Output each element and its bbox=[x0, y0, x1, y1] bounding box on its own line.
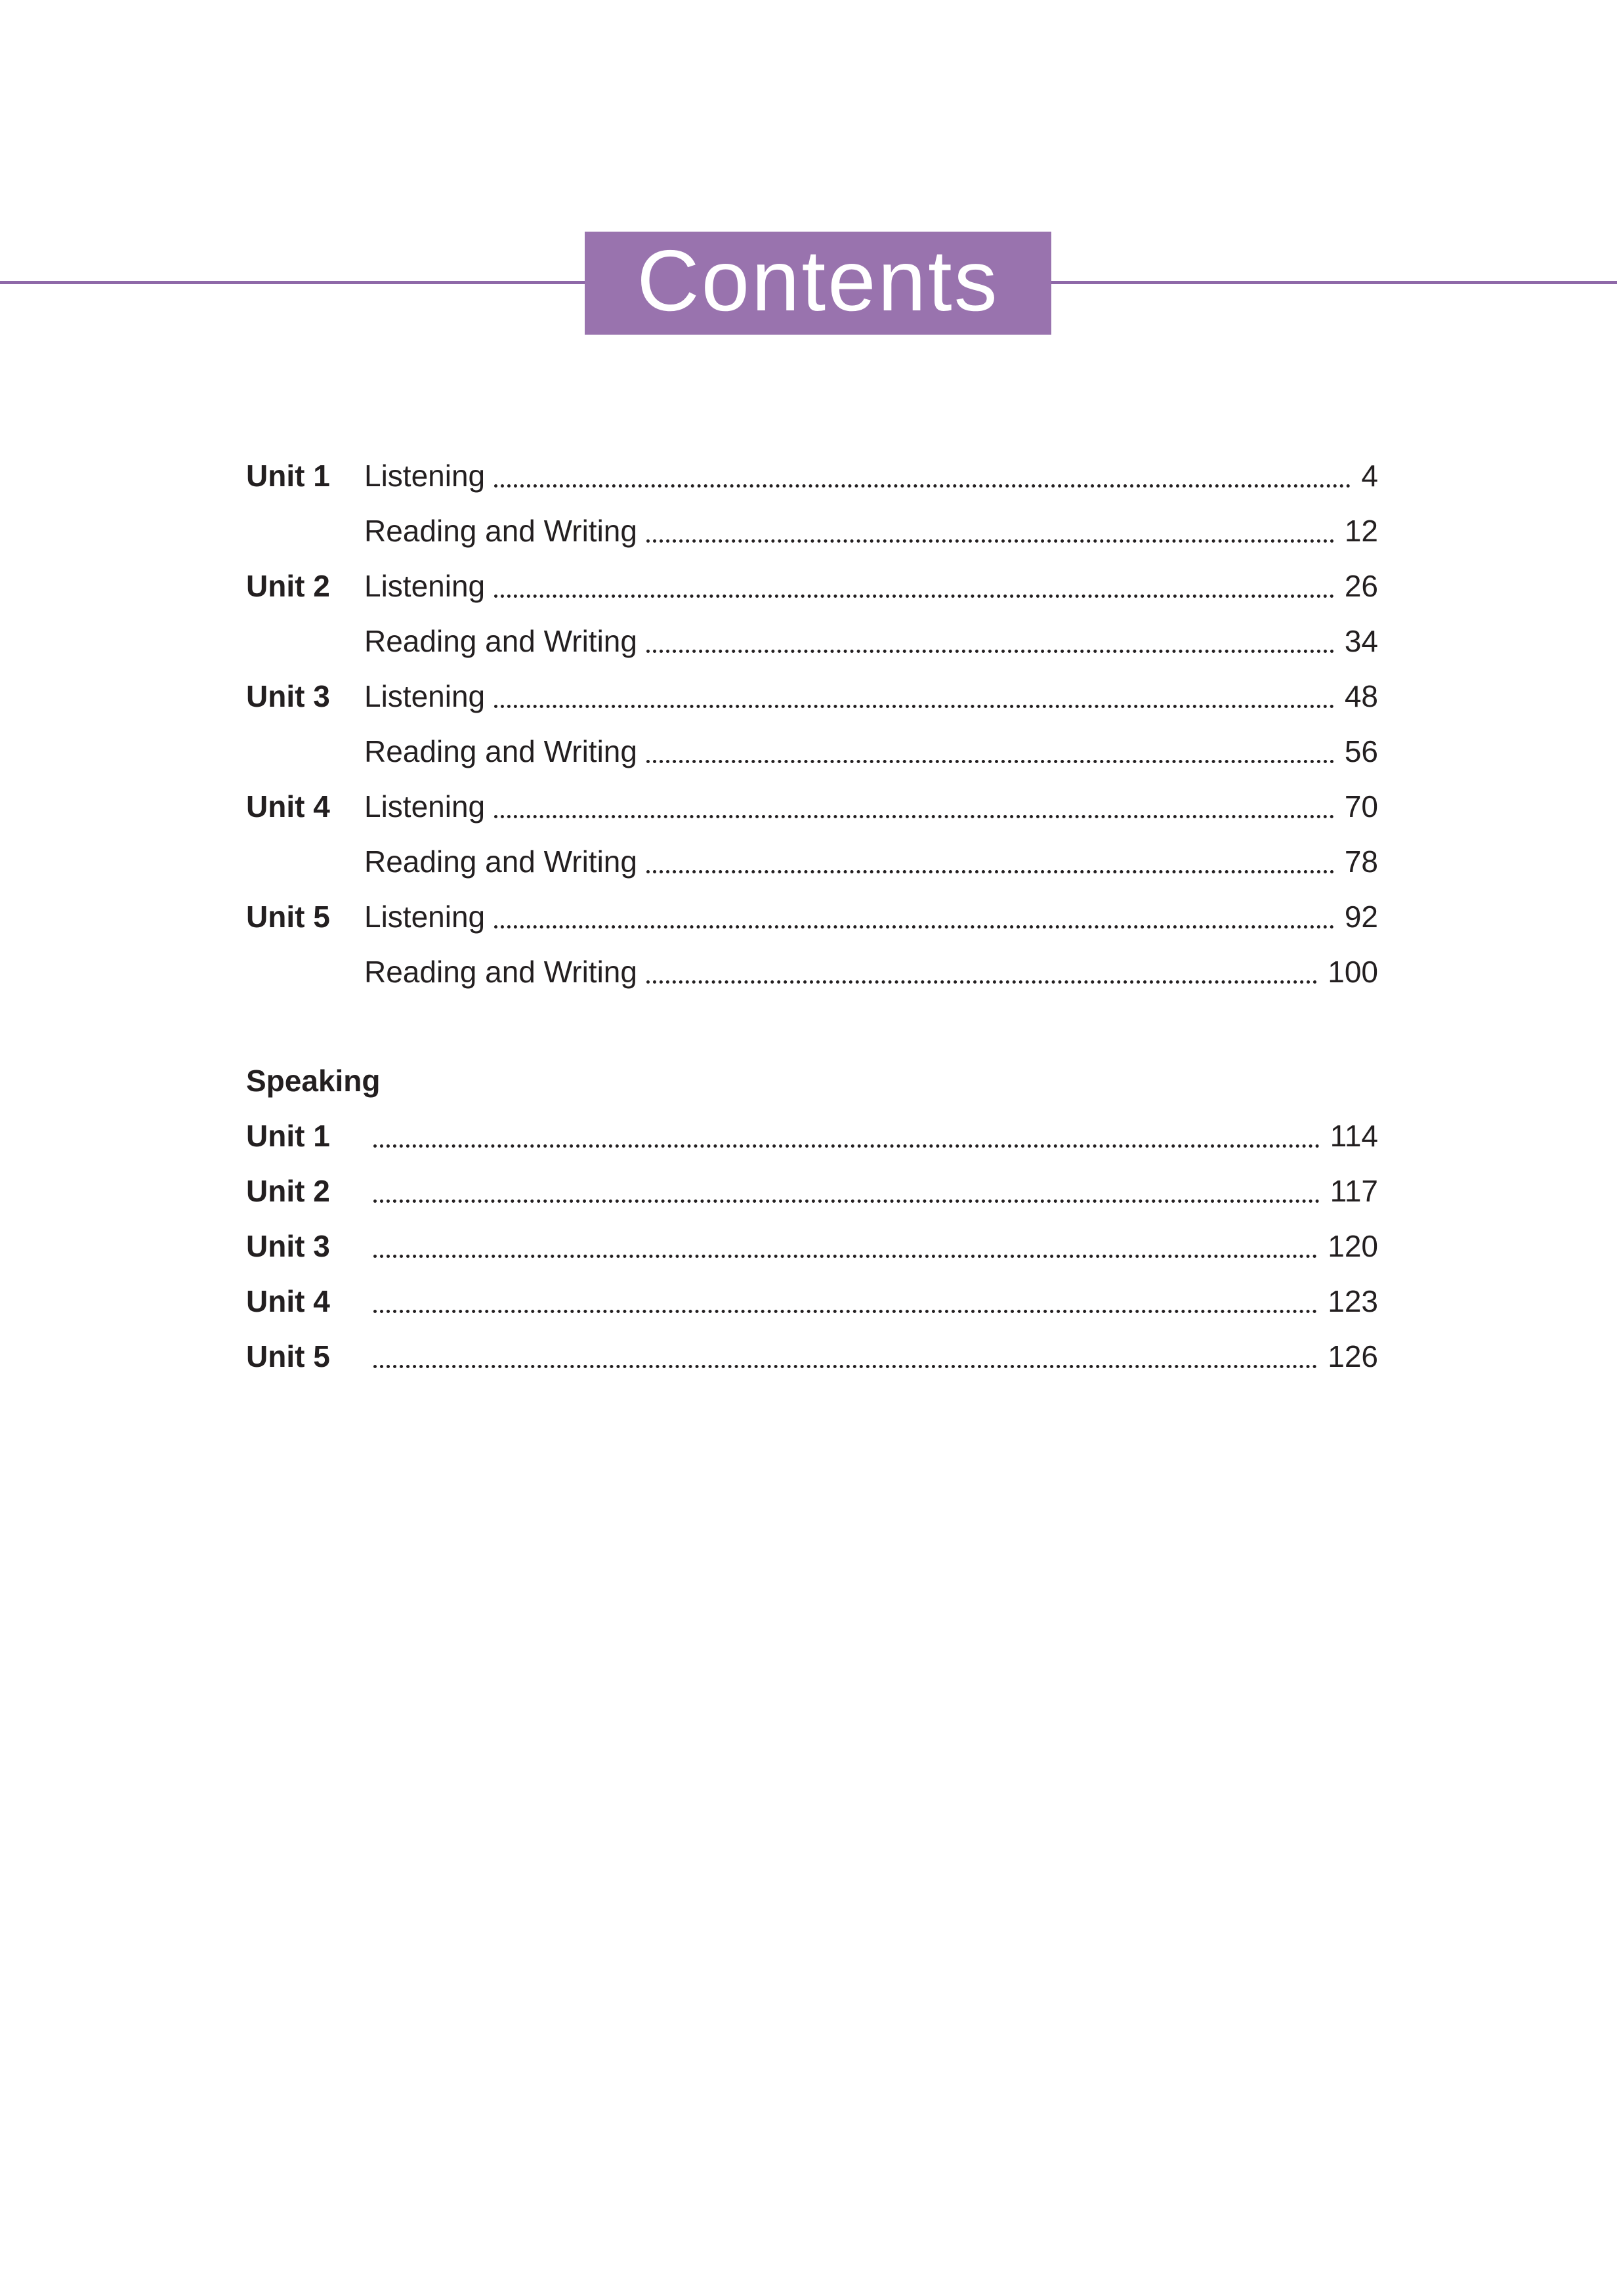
page-number: 48 bbox=[1344, 679, 1378, 713]
section-label: Reading and Writing bbox=[364, 734, 637, 768]
section-label: Reading and Writing bbox=[364, 514, 637, 548]
unit-label: Unit 1 bbox=[246, 459, 330, 493]
dot-leader bbox=[646, 539, 1334, 543]
unit-label: Unit 3 bbox=[246, 1229, 330, 1263]
dot-leader bbox=[646, 650, 1334, 653]
page-number: 56 bbox=[1344, 734, 1378, 768]
unit-label: Unit 3 bbox=[246, 679, 330, 713]
dot-leader bbox=[494, 595, 1334, 598]
page-number: 26 bbox=[1344, 569, 1378, 603]
dot-leader bbox=[373, 1365, 1317, 1368]
dot-leader bbox=[373, 1144, 1320, 1148]
toc-row bbox=[246, 724, 1378, 779]
page-number: 114 bbox=[1330, 1119, 1378, 1153]
toc-row bbox=[246, 1274, 1378, 1329]
dot-leader bbox=[646, 980, 1317, 984]
page-number: 100 bbox=[1328, 955, 1378, 989]
dot-leader bbox=[646, 760, 1334, 763]
dot-leader bbox=[494, 815, 1334, 818]
toc-row bbox=[246, 1108, 1378, 1163]
section-label: Listening bbox=[364, 679, 486, 713]
speaking-heading: Speaking bbox=[246, 1064, 381, 1098]
toc-row bbox=[246, 1163, 1378, 1219]
units-section bbox=[246, 448, 1378, 999]
toc-row bbox=[246, 1329, 1378, 1384]
toc-row bbox=[246, 889, 1378, 944]
toc-row bbox=[246, 779, 1378, 834]
page-number: 4 bbox=[1361, 459, 1378, 493]
section-label: Listening bbox=[364, 459, 486, 493]
toc-row bbox=[246, 614, 1378, 669]
unit-label: Unit 5 bbox=[246, 900, 330, 934]
toc-row bbox=[246, 834, 1378, 889]
page-number: 70 bbox=[1344, 789, 1378, 824]
page-number: 78 bbox=[1344, 845, 1378, 879]
toc-row bbox=[246, 944, 1378, 999]
dot-leader bbox=[494, 484, 1351, 488]
section-label: Reading and Writing bbox=[364, 624, 637, 658]
toc-row bbox=[246, 503, 1378, 558]
contents-banner bbox=[585, 232, 1051, 335]
page-number: 34 bbox=[1344, 624, 1378, 658]
toc-row bbox=[246, 669, 1378, 724]
section-label: Listening bbox=[364, 569, 486, 603]
section-label: Listening bbox=[364, 900, 486, 934]
toc-row bbox=[246, 558, 1378, 614]
toc-row bbox=[246, 448, 1378, 503]
unit-label: Unit 2 bbox=[246, 569, 330, 603]
page-number: 120 bbox=[1328, 1229, 1378, 1263]
speaking-section-header bbox=[246, 1053, 1378, 1108]
table-of-contents bbox=[246, 448, 1378, 1384]
dot-leader bbox=[494, 705, 1334, 708]
section-label: Reading and Writing bbox=[364, 845, 637, 879]
page-number: 12 bbox=[1344, 514, 1378, 548]
section-label: Reading and Writing bbox=[364, 955, 637, 989]
page-number: 92 bbox=[1344, 900, 1378, 934]
page-number: 126 bbox=[1328, 1339, 1378, 1373]
page-number: 123 bbox=[1328, 1284, 1378, 1318]
dot-leader bbox=[373, 1310, 1317, 1313]
dot-leader bbox=[494, 925, 1334, 929]
unit-label: Unit 2 bbox=[246, 1174, 330, 1208]
unit-label: Unit 5 bbox=[246, 1339, 330, 1373]
dot-leader bbox=[373, 1200, 1320, 1203]
section-label: Listening bbox=[364, 789, 486, 824]
dot-leader bbox=[373, 1255, 1317, 1258]
page-title: Contents bbox=[637, 232, 999, 329]
page-number: 117 bbox=[1330, 1174, 1378, 1208]
toc-row bbox=[246, 1219, 1378, 1274]
dot-leader bbox=[646, 870, 1334, 873]
unit-label: Unit 1 bbox=[246, 1119, 330, 1153]
unit-label: Unit 4 bbox=[246, 789, 330, 824]
unit-label: Unit 4 bbox=[246, 1284, 330, 1318]
speaking-section bbox=[246, 1053, 1378, 1384]
